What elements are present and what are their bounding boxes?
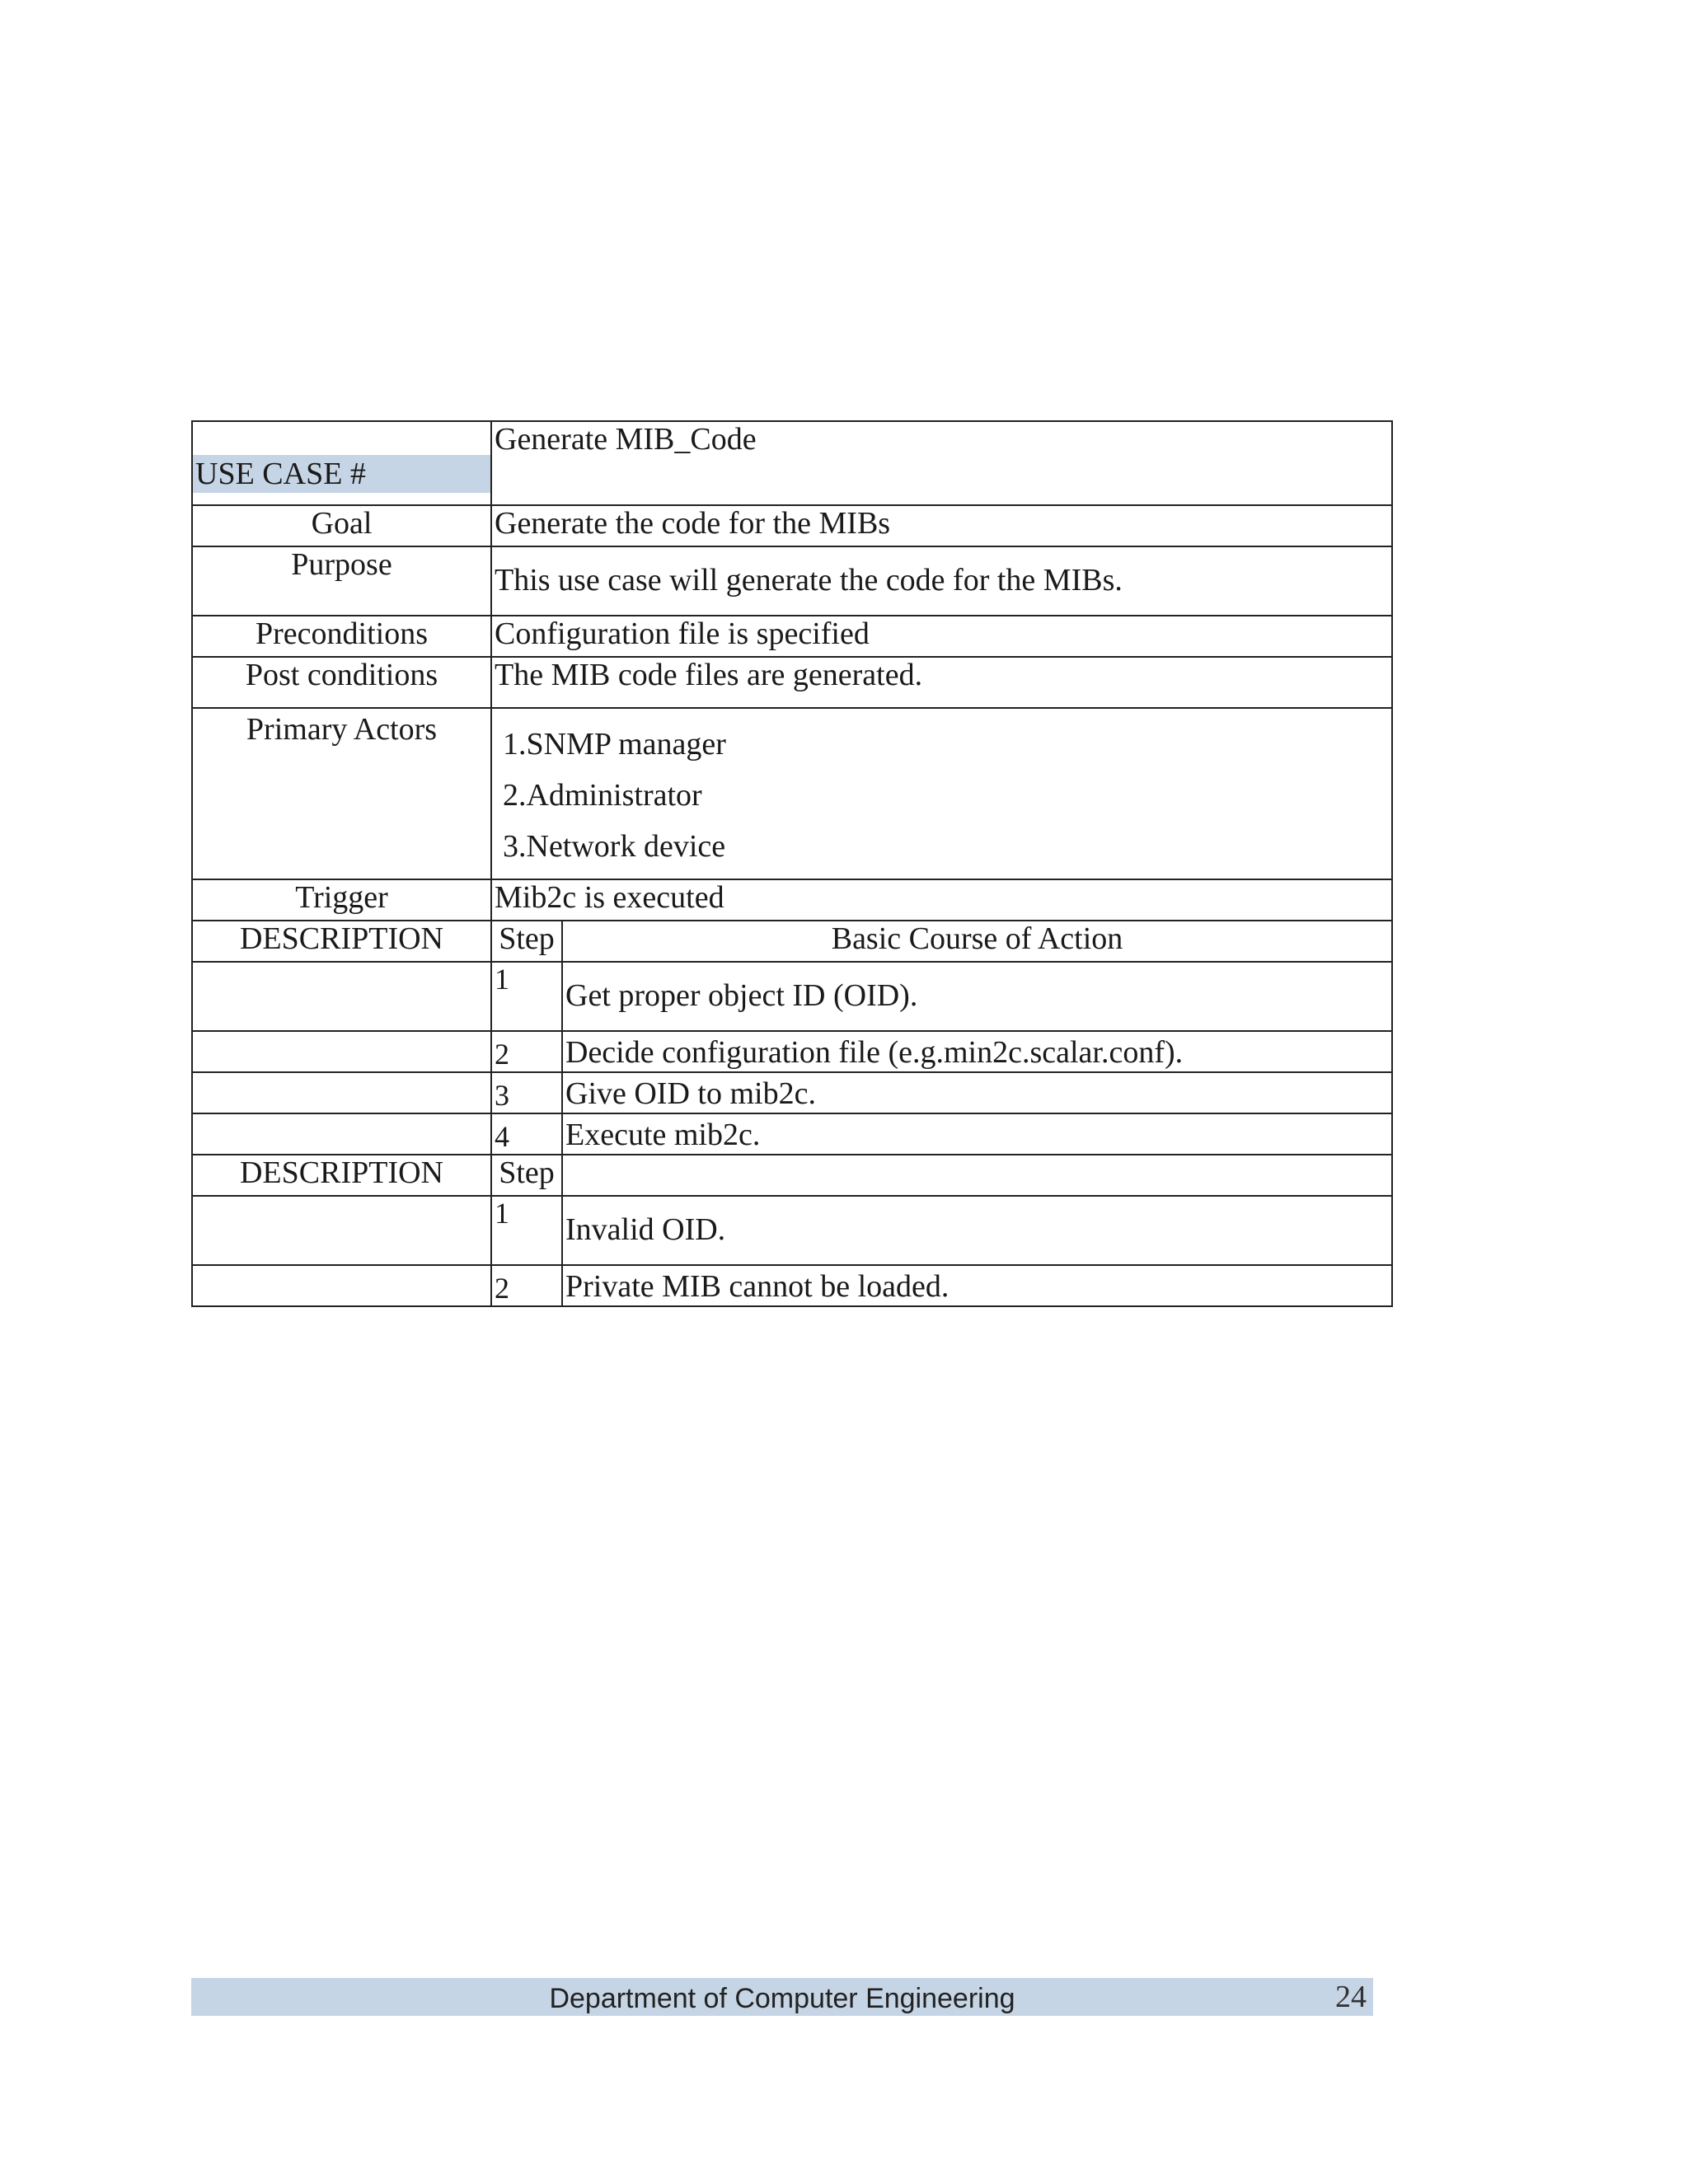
use-case-number-label: USE CASE # — [193, 455, 490, 493]
use-case-header-row — [192, 421, 1392, 505]
empty-cell — [192, 1031, 491, 1072]
trigger-label: Trigger — [192, 879, 491, 921]
step-number: 2 — [491, 1031, 562, 1072]
use-case-table — [191, 420, 1393, 1307]
step-number: 2 — [491, 1265, 562, 1306]
goal-label: Goal — [192, 505, 491, 546]
step-action: Get proper object ID (OID). — [562, 962, 1392, 1031]
preconditions-value: Configuration file is specified — [491, 616, 1392, 657]
step-number: 4 — [491, 1113, 562, 1155]
page-footer — [191, 1978, 1373, 2016]
table-row — [192, 1031, 1392, 1072]
empty-cell — [192, 1196, 491, 1265]
step-action: Invalid OID. — [562, 1196, 1392, 1265]
table-row — [192, 1072, 1392, 1113]
department-name: Department of Computer Engineering — [549, 1983, 1015, 2014]
actor-item: 1.SNMP manager — [503, 727, 726, 762]
step-action: Private MIB cannot be loaded. — [562, 1265, 1392, 1306]
use-case-number-cell — [192, 421, 491, 505]
purpose-row — [192, 546, 1392, 616]
description-exceptions-header-row — [192, 1155, 1392, 1196]
post-conditions-value: The MIB code files are generated. — [491, 657, 1392, 708]
post-conditions-row — [192, 657, 1392, 708]
goal-value: Generate the code for the MIBs — [491, 505, 1392, 546]
actor-item: 2.Administrator — [503, 778, 702, 813]
description-basic-header-row — [192, 921, 1392, 962]
description-label: DESCRIPTION — [192, 1155, 491, 1196]
step-number: 1 — [491, 962, 562, 1031]
trigger-row — [192, 879, 1392, 921]
step-header: Step — [491, 921, 562, 962]
table-row — [192, 1265, 1392, 1306]
primary-actors-label: Primary Actors — [192, 708, 491, 879]
preconditions-row — [192, 616, 1392, 657]
step-number: 3 — [491, 1072, 562, 1113]
empty-cell — [192, 1072, 491, 1113]
basic-course-header: Basic Course of Action — [562, 921, 1392, 962]
preconditions-label: Preconditions — [192, 616, 491, 657]
empty-cell — [192, 962, 491, 1031]
table-row — [192, 1113, 1392, 1155]
page-number: 24 — [1335, 1980, 1367, 2014]
empty-cell — [192, 1113, 491, 1155]
trigger-value: Mib2c is executed — [491, 879, 1392, 921]
empty-cell — [192, 1265, 491, 1306]
goal-row — [192, 505, 1392, 546]
description-label: DESCRIPTION — [192, 921, 491, 962]
step-action: Decide configuration file (e.g.min2c.scalar.conf). — [562, 1031, 1392, 1072]
step-number: 1 — [491, 1196, 562, 1265]
purpose-value: This use case will generate the code for the MIBs. — [491, 546, 1392, 616]
primary-actors-row — [192, 708, 1392, 879]
table-row — [192, 962, 1392, 1031]
actor-item: 3.Network device — [503, 829, 726, 864]
step-action: Give OID to mib2c. — [562, 1072, 1392, 1113]
use-case-title: Generate MIB_Code — [491, 421, 1392, 505]
exception-course-header — [562, 1155, 1392, 1196]
step-action: Execute mib2c. — [562, 1113, 1392, 1155]
purpose-label: Purpose — [192, 546, 491, 616]
primary-actors-cell — [491, 708, 1392, 879]
post-conditions-label: Post conditions — [192, 657, 491, 708]
step-header: Step — [491, 1155, 562, 1196]
primary-actors-list — [495, 709, 1389, 872]
table-row — [192, 1196, 1392, 1265]
